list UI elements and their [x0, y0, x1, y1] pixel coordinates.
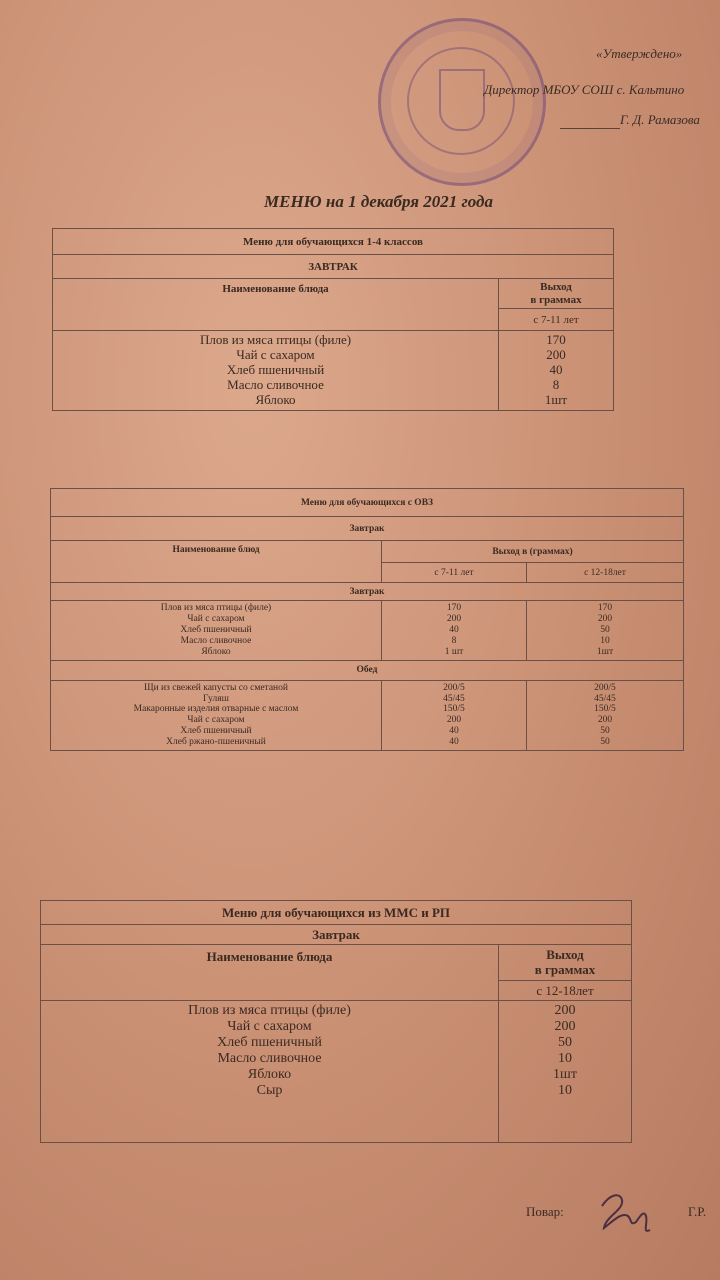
breakfast-label: Завтрак [51, 583, 684, 601]
signature-line [560, 128, 620, 129]
age-group-12-18: с 12-18лет [527, 563, 684, 583]
cook-label: Повар: [526, 1204, 564, 1219]
dish-list: Плов из мяса птицы (филе) Чай с сахаром Хлеб пшеничный Масло сливочное Яблоко Сыр [41, 1001, 499, 1143]
table-caption: Меню для обучающихся из ММС и РП [41, 901, 632, 925]
meal-label: ЗАВТРАК [53, 255, 614, 279]
official-seal [378, 18, 546, 186]
lunch-dish-list: Щи из свежей капусты со сметаной Гуляш Макаронные изделия отварные с маслом Чай с сахаром Хлеб пшеничный Хлеб ржано-пшеничный [51, 680, 382, 751]
column-output: Выход в граммах [499, 279, 614, 309]
breakfast-values-7-11: 170 200 40 8 1 шт [382, 601, 527, 661]
meal-label: Завтрак [41, 925, 632, 945]
age-group-7-11: с 7-11 лет [382, 563, 527, 583]
seal-emblem-icon [439, 69, 485, 131]
output-values: 170 200 40 8 1шт [499, 331, 614, 411]
column-output: Выход в (граммах) [382, 541, 684, 563]
menu-table-ovz [50, 488, 684, 751]
age-group: с 7-11 лет [499, 309, 614, 331]
breakfast-values-12-18: 170 200 50 10 1шт [527, 601, 684, 661]
menu-table-mms-rp [40, 900, 632, 1143]
director-title: Директор МБОУ СОШ с. Кальтино [484, 82, 685, 97]
age-group: с 12-18лет [499, 981, 632, 1001]
table-caption: Меню для обучающихся с ОВЗ [51, 489, 684, 517]
dish-list: Плов из мяса птицы (филе) Чай с сахаром Хлеб пшеничный Масло сливочное Яблоко [53, 331, 499, 411]
director-name: Г. Д. Рамазова [620, 112, 700, 127]
lunch-values-7-11: 200/5 45/45 150/5 200 40 40 [382, 680, 527, 751]
table-caption: Меню для обучающихся 1-4 классов [53, 229, 614, 255]
output-values: 200 200 50 10 1шт 10 [499, 1001, 632, 1143]
menu-table-grades-1-4 [52, 228, 614, 411]
breakfast-dish-list: Плов из мяса птицы (филе) Чай с сахаром Хлеб пшеничный Масло сливочное Яблоко [51, 601, 382, 661]
page-title: МЕНЮ на 1 декабря 2021 года [264, 192, 493, 211]
column-output: Выход в граммах [499, 945, 632, 981]
column-dish-name: Наименование блюда [53, 279, 499, 331]
lunch-label: Обед [51, 660, 684, 680]
column-dish-name: Наименование блюд [51, 541, 382, 583]
column-dish-name: Наименование блюда [41, 945, 499, 1001]
cook-signature-icon [592, 1186, 662, 1238]
approved-label: «Утверждено» [596, 46, 683, 61]
cook-name: Г.Р. [688, 1204, 707, 1219]
lunch-values-12-18: 200/5 45/45 150/5 200 50 50 [527, 680, 684, 751]
meal-label: Завтрак [51, 517, 684, 541]
